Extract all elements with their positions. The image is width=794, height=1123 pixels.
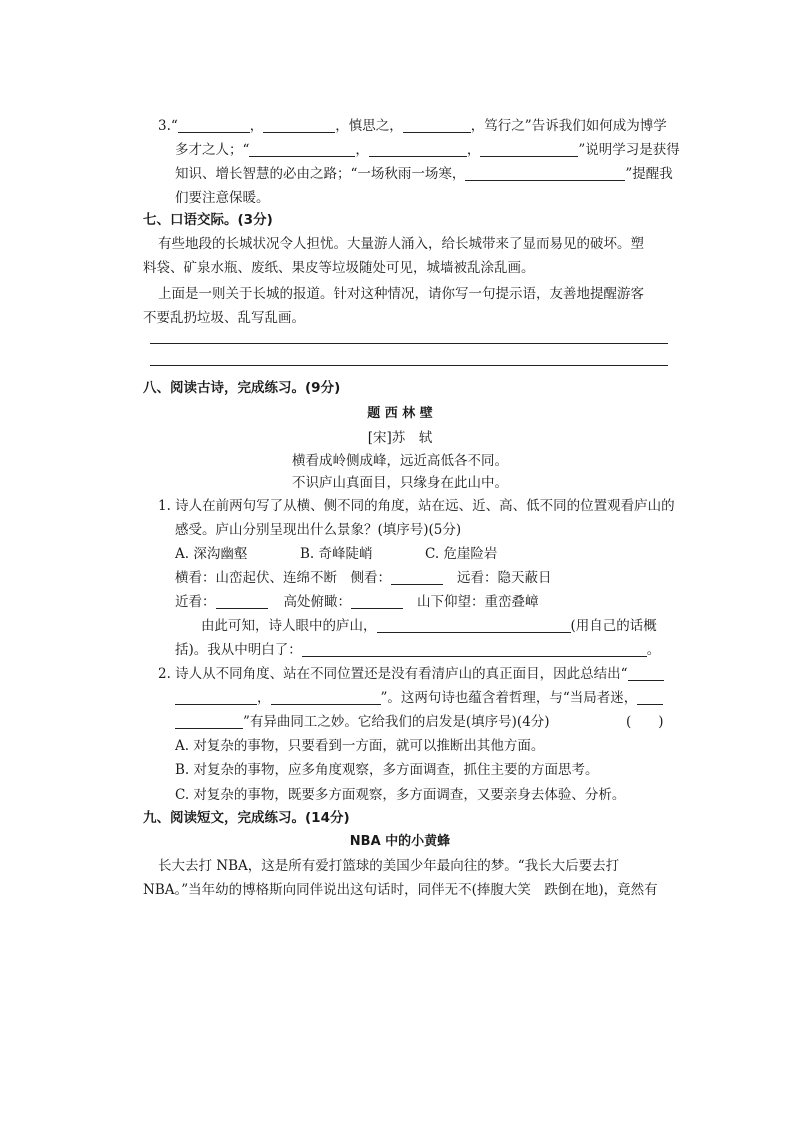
- question-2-line-3: [175, 712, 550, 732]
- answer-blank[interactable]: [403, 118, 471, 133]
- q3-line-3: [175, 164, 673, 184]
- option-c: C. 危崖险岩: [425, 546, 498, 562]
- article-paragraph: 长大去打 NBA，这是所有爱打篮球的美国少年最向往的梦。“我长大后要去打: [158, 858, 620, 874]
- question-2-line-1: [158, 664, 664, 684]
- option-a: A. 深沟幽壑: [175, 546, 248, 562]
- question-2-text: ，: [257, 690, 271, 706]
- question-1: 1. 诗人在前两句写了从横、侧不同的角度，站在远、近、高、低不同的位置观看庐山的: [158, 498, 675, 514]
- question-2-text: 2. 诗人从不同角度、站在不同位置还是没有看清庐山的真正面目，因此总结出“: [158, 666, 628, 682]
- q3-text: ，笃行之”告诉我们如何成为博学: [470, 118, 667, 134]
- view-label: 高处俯瞰：: [283, 594, 351, 610]
- conclusion-text: (用自己的话概: [570, 618, 657, 634]
- section-7-instruction: 上面是一则关于长城的报道。针对这种情况，请你写一句提示语，友善地提醒游客: [158, 286, 644, 302]
- poem-title: 题 西 林 壁: [367, 406, 433, 421]
- conclusion-line-1: [201, 616, 657, 636]
- conclusion-text: 括)。我从中明白了：: [175, 642, 302, 658]
- answer-blank[interactable]: [391, 570, 443, 585]
- answer-blank[interactable]: [271, 690, 381, 705]
- article-title: NBA 中的小黄蜂: [349, 834, 451, 849]
- answer-blank[interactable]: [377, 618, 571, 633]
- q3-text: ，: [249, 118, 264, 134]
- answer-blank[interactable]: [351, 594, 403, 609]
- section-7-paragraph: 有些地段的长城状况令人担忧。大量游人涌入，给长城带来了显而易见的破坏。塑: [158, 236, 644, 252]
- view-row-2: [175, 592, 539, 612]
- q3-line-2: [175, 140, 680, 160]
- question-2-text: ”。这两句诗也蕴含着哲理，与“当局者迷，: [380, 690, 638, 706]
- answer-blank[interactable]: [175, 714, 243, 729]
- question-1: 感受。庐山分别呈现出什么景象？(填序号)(5分): [175, 522, 462, 538]
- answer-blank[interactable]: [302, 642, 647, 657]
- answer-option-a: A. 对复杂的事物，只要看到一方面，就可以推断出其他方面。: [175, 738, 545, 754]
- article-paragraph: NBA。”当年幼的博格斯向同伴说出这句话时，同伴无不(捧腹大笑 跌倒在地)，竟然有: [143, 882, 658, 898]
- question-2-text: ”有异曲同工之妙。它给我们的启发是(填序号)(4分): [243, 714, 550, 730]
- answer-blank[interactable]: [249, 142, 355, 157]
- view-label: 横看：山峦起伏、连绵不断 侧看：: [175, 570, 391, 586]
- answer-blank[interactable]: [216, 594, 268, 609]
- section-7-heading: 七、口语交际。(3分): [143, 212, 273, 228]
- section-7-paragraph: 料袋、矿泉水瓶、废纸、果皮等垃圾随处可见，城墙被乱涂乱画。: [143, 260, 535, 276]
- view-label: 近看：: [175, 594, 216, 610]
- answer-option-b: B. 对复杂的事物，应多角度观察，多方面调查，抓住主要的方面思考。: [175, 762, 599, 778]
- q3-text: ，: [466, 142, 481, 158]
- view-label: 远看：隐天蔽日: [457, 570, 552, 586]
- answer-blank[interactable]: [175, 690, 257, 705]
- view-row-1: [175, 568, 552, 588]
- view-label: 山下仰望：重峦叠嶂: [417, 594, 539, 610]
- q3-text: ，: [355, 142, 369, 158]
- conclusion-line-2: [175, 640, 660, 660]
- section-8-heading: 八、阅读古诗，完成练习。(9分): [143, 380, 341, 396]
- q3-text: ”提醒我: [625, 166, 673, 182]
- answer-line[interactable]: [150, 343, 668, 344]
- conclusion-text: 由此可知，诗人眼中的庐山，: [201, 618, 377, 634]
- poem-author: [宋]苏 轼: [367, 430, 433, 446]
- answer-blank[interactable]: [178, 118, 250, 133]
- answer-blank[interactable]: [369, 142, 467, 157]
- poem-line: 横看成岭侧成峰，远近高低各不同。: [292, 453, 508, 469]
- section-9-heading: 九、阅读短文，完成练习。(14分): [143, 810, 350, 826]
- q3-text: 知识、增长智慧的必由之路；“一场秋雨一场寒，: [175, 166, 466, 182]
- q3-text: 多才之人；“: [175, 142, 250, 158]
- q3-text: 3.“: [158, 118, 178, 134]
- question-2-line-2: [175, 688, 663, 708]
- conclusion-text: 。: [646, 642, 661, 658]
- q3-line-4: [175, 188, 270, 208]
- q3-text: ，慎思之，: [335, 118, 403, 134]
- answer-bracket[interactable]: ( ): [626, 714, 664, 730]
- q3-line-1: [158, 116, 667, 136]
- answer-blank[interactable]: [637, 690, 663, 705]
- q3-text: 们要注意保暖。: [175, 190, 270, 206]
- answer-option-c: C. 对复杂的事物，既要多方面观察，多方面调查，又要亲身去体验、分析。: [175, 787, 626, 803]
- section-7-instruction: 不要乱扔垃圾、乱写乱画。: [143, 310, 305, 326]
- answer-blank[interactable]: [465, 166, 625, 181]
- poem-line: 不识庐山真面目，只缘身在此山中。: [292, 475, 508, 491]
- q3-text: ”说明学习是获得: [578, 142, 680, 158]
- answer-blank[interactable]: [628, 666, 664, 681]
- option-b: B. 奇峰陡峭: [300, 546, 373, 562]
- answer-line[interactable]: [150, 365, 668, 366]
- answer-blank[interactable]: [480, 142, 578, 157]
- answer-blank[interactable]: [263, 118, 335, 133]
